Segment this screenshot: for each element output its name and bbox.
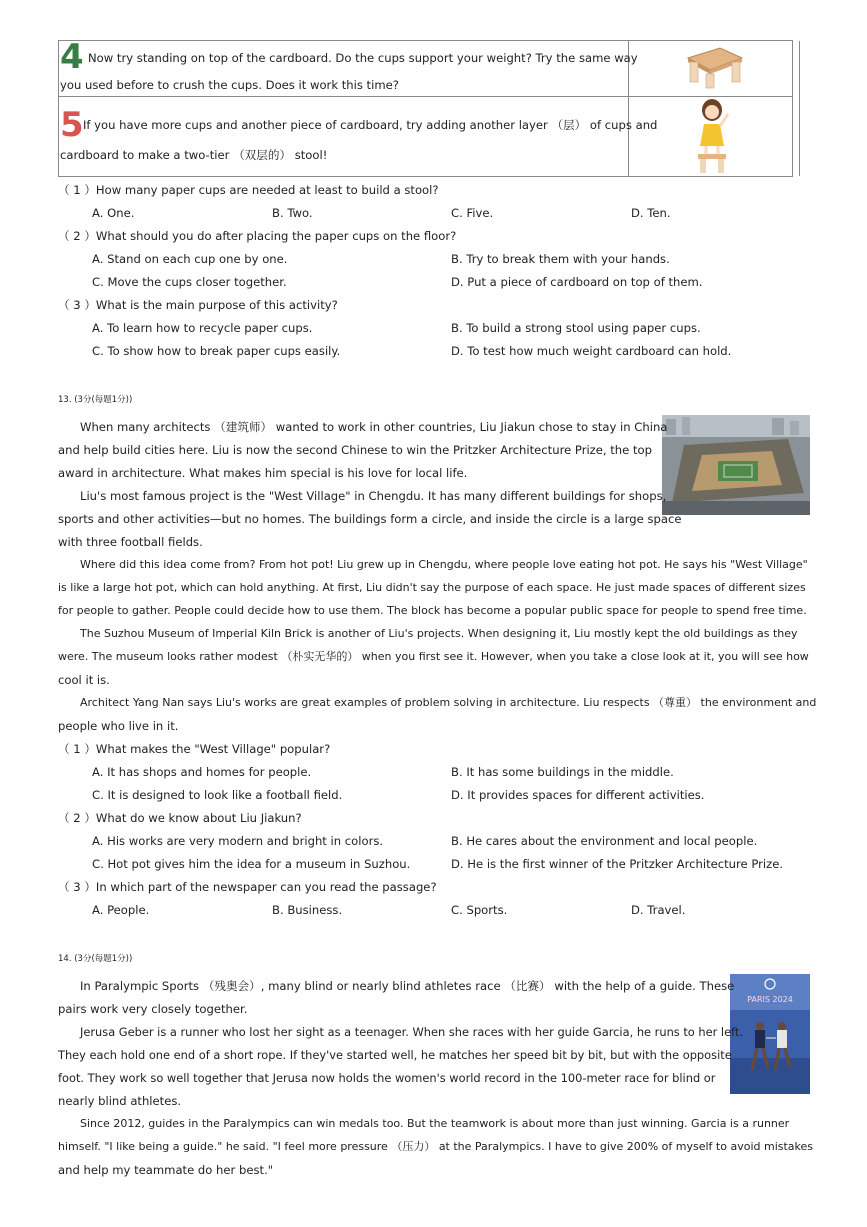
q14-passage-line-9: and help my teammate do her best." (58, 1163, 274, 1177)
q13-passage-line-13: Architect Yang Nan says Liu's works are great examples of problem solving in architecture. Liu respects （尊重） the environment and (80, 696, 817, 709)
q12-1-stem: （ 1 ）How many paper cups are needed at least to build a stool? (58, 183, 439, 197)
q13-passage-line-4: Liu's most famous project is the "West Village" in Chengdu. It has many different buildings for shops, (80, 489, 667, 503)
q13-passage-line-11: were. The museum looks rather modest （朴实无华的） when you first see it. However, when you take a close look at it, you will see how (58, 650, 809, 663)
q13-passage-line-10: The Suzhou Museum of Imperial Kiln Brick is another of Liu's projects. When designing it, Liu mostly kept the old buildings as they (80, 627, 798, 640)
q12-1-option-b[interactable]: B. Two. (272, 206, 313, 220)
q13-passage-line-7: Where did this idea come from? From hot pot! Liu grew up in Chengdu, where people love eating hot pot. He says his "West Village" (80, 558, 808, 571)
q12-1-option-d[interactable]: D. Ten. (631, 206, 671, 220)
q14-passage-line-5: foot. They work so well together that Jerusa now holds the women's world record in the 100-meter race for blind or (58, 1071, 716, 1085)
q12-3-stem: （ 3 ）What is the main purpose of this activity? (58, 298, 338, 312)
q12-3-option-d[interactable]: D. To test how much weight cardboard can hold. (451, 344, 732, 358)
q13-passage-line-12: cool it is. (58, 673, 110, 687)
q13-2-option-c[interactable]: C. Hot pot gives him the idea for a museum in Suzhou. (92, 857, 411, 871)
girl-on-stool-illustration (692, 96, 732, 176)
step-4-line-2: you used before to crush the cups. Does it work this time? (60, 78, 399, 92)
step-5-line-1: If you have more cups and another piece of cardboard, try adding another layer （层） of cups and (83, 118, 658, 132)
q12-2-option-c[interactable]: C. Move the cups closer together. (92, 275, 287, 289)
cardboard-stool-illustration (680, 44, 748, 90)
table-right-border (799, 41, 800, 176)
q13-1-option-d[interactable]: D. It provides spaces for different activities. (451, 788, 705, 802)
west-village-aerial-photo (662, 415, 810, 515)
q14-passage-line-6: nearly blind athletes. (58, 1094, 182, 1108)
q12-3-option-b[interactable]: B. To build a strong stool using paper cups. (451, 321, 701, 335)
q12-1-option-c[interactable]: C. Five. (451, 206, 494, 220)
q13-passage-line-3: award in architecture. What makes him special is his love for local life. (58, 466, 468, 480)
q14-passage-line-8: himself. "I like being a guide." he said. "I feel more pressure （压力） at the Paralympics. I have to give 200% of myself to avoid mistakes (58, 1140, 814, 1153)
q13-passage-line-2: and help build cities here. Liu is now the second Chinese to win the Pritzker Architecture Prize, the top (58, 443, 652, 457)
q14-passage-line-4: They each hold one end of a short rope. If they've started well, he matches her speed bit by bit, but with the opposite (58, 1048, 732, 1062)
q13-passage-line-14: people who live in it. (58, 719, 179, 733)
q12-1-option-a[interactable]: A. One. (92, 206, 135, 220)
q13-3-stem: （ 3 ）In which part of the newspaper can you read the passage? (58, 880, 437, 894)
q14-passage-line-7: Since 2012, guides in the Paralympics can win medals too. But the teamwork is about more than just winning. Garcia is a runner (80, 1117, 790, 1130)
table-row-divider (59, 96, 792, 97)
photo-caption: PARIS 2024 (747, 995, 793, 1004)
step-5-line-2: cardboard to make a two-tier （双层的） stool! (60, 148, 328, 162)
q13-3-option-c[interactable]: C. Sports. (451, 903, 508, 917)
q12-2-stem: （ 2 ）What should you do after placing the paper cups on the floor? (58, 229, 457, 243)
q14-passage-line-2: pairs work very closely together. (58, 1002, 248, 1016)
q13-passage-line-9: for people to gather. People could decide how to use them. The block has become a popular public space for people to spend free time. (58, 604, 807, 617)
q13-1-stem: （ 1 ）What makes the "West Village" popular? (58, 742, 331, 756)
step-number-5: 5 (60, 105, 84, 145)
q13-2-option-d[interactable]: D. He is the first winner of the Pritzker Architecture Prize. (451, 857, 784, 871)
q12-3-option-a[interactable]: A. To learn how to recycle paper cups. (92, 321, 313, 335)
q13-2-stem: （ 2 ）What do we know about Liu Jiakun? (58, 811, 302, 825)
q13-3-option-d[interactable]: D. Travel. (631, 903, 686, 917)
q12-2-option-b[interactable]: B. Try to break them with your hands. (451, 252, 670, 266)
q12-2-option-a[interactable]: A. Stand on each cup one by one. (92, 252, 288, 266)
q13-1-option-b[interactable]: B. It has some buildings in the middle. (451, 765, 674, 779)
q14-passage-line-1: In Paralympic Sports （残奥会）, many blind or nearly blind athletes race （比赛） with the help of a guide. These (80, 979, 735, 993)
step-number-4: 4 (60, 37, 84, 77)
q13-header: 13. (3分(每题1分)) (58, 395, 133, 405)
q13-3-option-a[interactable]: A. People. (92, 903, 150, 917)
q14-passage-line-3: Jerusa Geber is a runner who lost her sight as a teenager. When she races with her guide Garcia, he runs to her left. (80, 1025, 743, 1039)
q13-passage-line-1: When many architects （建筑师） wanted to work in other countries, Liu Jiakun chose to stay in China (80, 420, 668, 434)
q13-passage-line-8: is like a large hot pot, which can hold anything. At first, Liu didn't say the purpose of each space. He just made spaces of different sizes (58, 581, 806, 594)
q13-2-option-b[interactable]: B. He cares about the environment and local people. (451, 834, 758, 848)
q13-passage-line-6: with three football fields. (58, 535, 203, 549)
q13-1-option-c[interactable]: C. It is designed to look like a football field. (92, 788, 343, 802)
q14-header: 14. (3分(每题1分)) (58, 954, 133, 964)
q12-3-option-c[interactable]: C. To show how to break paper cups easily. (92, 344, 341, 358)
q13-1-option-a[interactable]: A. It has shops and homes for people. (92, 765, 312, 779)
q12-2-option-d[interactable]: D. Put a piece of cardboard on top of them. (451, 275, 703, 289)
q13-3-option-b[interactable]: B. Business. (272, 903, 343, 917)
q13-2-option-a[interactable]: A. His works are very modern and bright in colors. (92, 834, 384, 848)
step-4-line-1: Now try standing on top of the cardboard. Do the cups support your weight? Try the same way (88, 51, 638, 65)
q13-passage-line-5: sports and other activities—but no homes. The buildings form a circle, and inside the circle is a large space (58, 512, 682, 526)
